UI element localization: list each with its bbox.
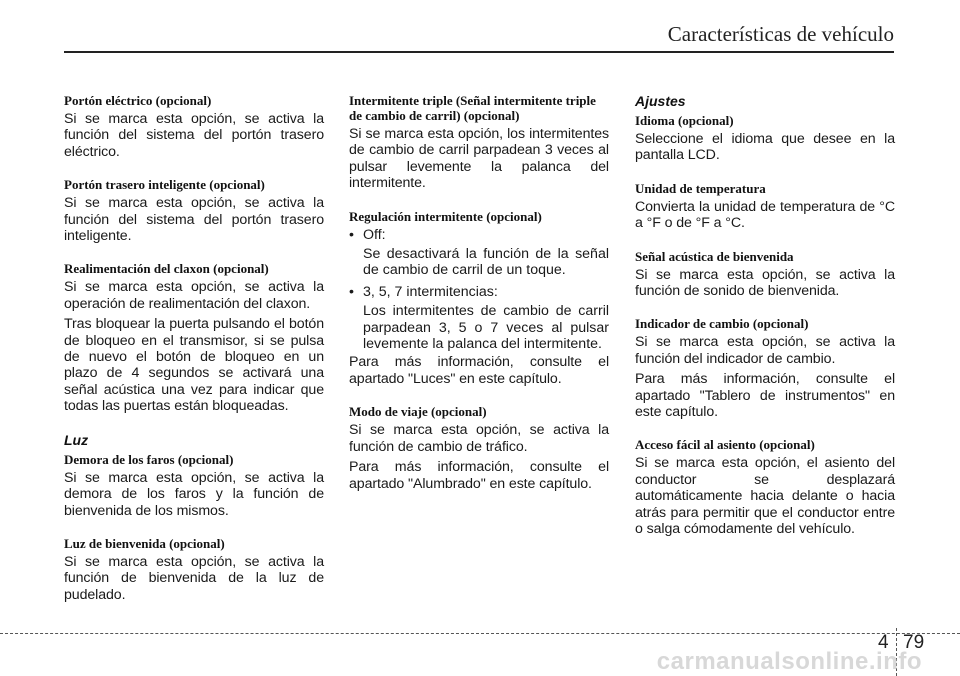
section-porton-electrico	[64, 93, 324, 160]
section-demora-faros	[64, 452, 324, 519]
column-1	[64, 93, 324, 620]
section-text: Si se marca esta opción, se activa la función del sistema del portón trasero inteligente.	[64, 195, 324, 245]
section-text: Para más información, consulte el apartado "Tablero de instrumentos" en este capítulo.	[635, 371, 895, 421]
bullet-item: • 3, 5, 7 intermitencias:	[349, 283, 498, 300]
section-heading: Intermitente triple (Señal intermitente triple de cambio de carril) (opcional)	[349, 93, 596, 123]
section-luz-bienvenida	[64, 536, 324, 603]
section-idioma	[635, 113, 895, 164]
section-intermitente-triple	[349, 93, 609, 192]
section-text: Seleccione el idioma que desee en la pantalla LCD.	[635, 131, 895, 164]
subsection-title-ajustes: Ajustes	[635, 93, 686, 109]
section-text: Si se marca esta opción, se activa la función del indicador de cambio.	[635, 334, 895, 367]
section-text: Si se marca esta opción, se activa la función de bienvenida de la luz de pudelado.	[64, 553, 324, 603]
section-heading: Regulación intermitente (opcional)	[349, 208, 542, 224]
section-acceso-asiento	[635, 437, 895, 537]
bullet-description: Los intermitentes de cambio de carril parpadean 3, 5 o 7 veces al pulsar levemente la palanca del intermitente.	[363, 303, 609, 353]
section-text: Si se marca esta opción, se activa la función de sonido de bienvenida.	[635, 266, 895, 300]
section-heading: Idioma (opcional)	[635, 113, 734, 128]
section-heading: Realimentación del claxon (opcional)	[64, 261, 269, 277]
section-modo-viaje	[349, 404, 609, 492]
chapter-number: 4	[878, 632, 889, 653]
bullet-item: • Off:	[349, 226, 386, 243]
section-text: Para más información, consulte el apartado "Alumbrado" en este capítulo.	[349, 459, 609, 492]
bullet-icon: •	[349, 226, 354, 243]
page-header-title: Características de vehículo	[667, 22, 894, 46]
section-heading: Unidad de temperatura	[635, 180, 766, 196]
column-2	[349, 93, 609, 509]
section-realimentacion-claxon	[64, 261, 324, 414]
bullet-description: Se desactivará la función de la señal de cambio de carril de un toque.	[363, 246, 609, 279]
section-text: Si se marca esta opción, se activa la función del sistema del portón trasero eléctrico.	[64, 111, 324, 160]
header-rule	[64, 51, 894, 53]
footer-dashed-rule	[0, 633, 960, 634]
section-heading: Indicador de cambio (opcional)	[635, 316, 809, 332]
section-heading: Luz de bienvenida (opcional)	[64, 535, 225, 551]
section-text: Si se marca esta opción, se activa la demora de los faros y la función de bienvenida de los mismos.	[64, 469, 324, 519]
section-text: Si se marca esta opción, los intermitentes de cambio de carril parpadean 3 veces al pulsar levemente la palanca del intermitente.	[349, 126, 609, 192]
section-text: Si se marca esta opción, se activa la operación de realimentación del claxon.	[64, 279, 324, 312]
section-senal-bienvenida	[635, 249, 895, 300]
section-heading: Modo de viaje (opcional)	[349, 404, 487, 420]
watermark: carmanualsonline.info	[656, 648, 922, 675]
section-heading: Portón trasero inteligente (opcional)	[64, 177, 265, 193]
subsection-title-luz: Luz	[64, 431, 89, 448]
section-heading: Señal acústica de bienvenida	[635, 248, 794, 264]
section-heading: Portón eléctrico (opcional)	[64, 93, 212, 108]
column-3	[635, 93, 895, 555]
section-heading: Acceso fácil al asiento (opcional)	[635, 437, 815, 453]
section-unidad-temperatura	[635, 181, 895, 232]
section-indicador-cambio	[635, 316, 895, 420]
section-text: Si se marca esta opción, el asiento del conductor se desplazará automáticamente hacia delante o hacia atrás para permitir que el conductor entre o salga cómodamente del vehículo.	[635, 455, 895, 538]
section-porton-inteligente	[64, 177, 324, 244]
section-text: Si se marca esta opción, se activa la función de cambio de tráfico.	[349, 422, 609, 455]
section-heading: Demora de los faros (opcional)	[64, 451, 234, 467]
section-text: Para más información, consulte el apartado "Luces" en este capítulo.	[349, 354, 609, 387]
bullet-icon: •	[349, 283, 354, 300]
page-number: 79	[903, 632, 925, 653]
section-regulacion-intermitente	[349, 209, 609, 388]
section-text: Tras bloquear la puerta pulsando el botón de bloqueo en el transmisor, si se pulsa de nuevo el botón de bloqueo en un plazo de 4 segundos se activará una señal acústica una vez para indicar que todas las puertas están bloqueadas.	[64, 316, 324, 415]
section-text: Convierta la unidad de temperatura de °C a °F o de °F a °C.	[635, 198, 895, 232]
